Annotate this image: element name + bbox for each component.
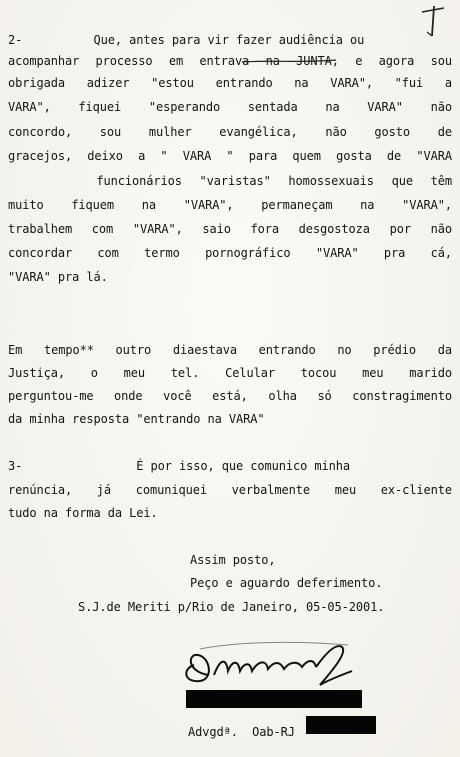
em-tempo-line: perguntou-me onde você está, olha só constragimento xyxy=(8,389,452,403)
em-tempo-line: Em tempo** outro diaestava entrando no prédio da xyxy=(8,343,452,357)
em-tempo-line: Justiça, o meu tel. Celular tocou meu marido xyxy=(8,366,452,380)
paragraph-2-line: funcionários "varistas" homossexuais que têm xyxy=(8,174,452,188)
paragraph-2-line: 2- Que, antes para vir fazer audiência ou xyxy=(8,33,365,47)
paragraph-2-line: concordar com termo pornográfico "VARA" pra cá, xyxy=(8,246,452,260)
place-date-line: S.J.de Meriti p/Rio de Janeiro, 05-05-2001. xyxy=(78,600,385,614)
paragraph-2-line: gracejos, deixo a " VARA " para quem gosta de "VARA xyxy=(8,149,452,163)
paragraph-3-line: 3- É por isso, que comunico minha xyxy=(8,459,350,473)
paragraph-2-line: concordo, sou mulher evangélica, não gosto de xyxy=(8,125,452,139)
closing-line: Assim posto, xyxy=(190,553,276,567)
paragraph-2-line: VARA", fiquei "esperando sentada na VARA" não xyxy=(8,100,452,114)
paragraph-3-line: tudo na forma da Lei. xyxy=(8,506,158,520)
em-tempo-line: da minha resposta "entrando na VARA" xyxy=(8,412,265,426)
redacted-name xyxy=(186,690,362,708)
paragraph-2-line: acompanhar processo em entrava na JUNTA, e agora sou xyxy=(8,54,452,68)
redacted-oab-number xyxy=(306,716,376,734)
paragraph-2-line: obrigada adizer "estou entrando na VARA", "fui a xyxy=(8,76,452,90)
paragraph-2-line: "VARA" pra lá. xyxy=(8,270,108,284)
strikethrough-mark xyxy=(240,56,340,66)
paragraph-2-line: muito fiquem na "VARA", permaneçam na "VARA", xyxy=(8,198,452,212)
handwritten-signature xyxy=(180,635,360,695)
paragraph-3-line: renúncia, já comuniquei verbalmente meu ex-cliente xyxy=(8,483,452,497)
paragraph-2-line: trabalhem com "VARA", saio fora desgostoza por não xyxy=(8,222,452,236)
credentials-line: Advgdª. Oab-RJ xyxy=(188,725,295,739)
closing-line: Peço e aguardo deferimento. xyxy=(190,576,383,590)
